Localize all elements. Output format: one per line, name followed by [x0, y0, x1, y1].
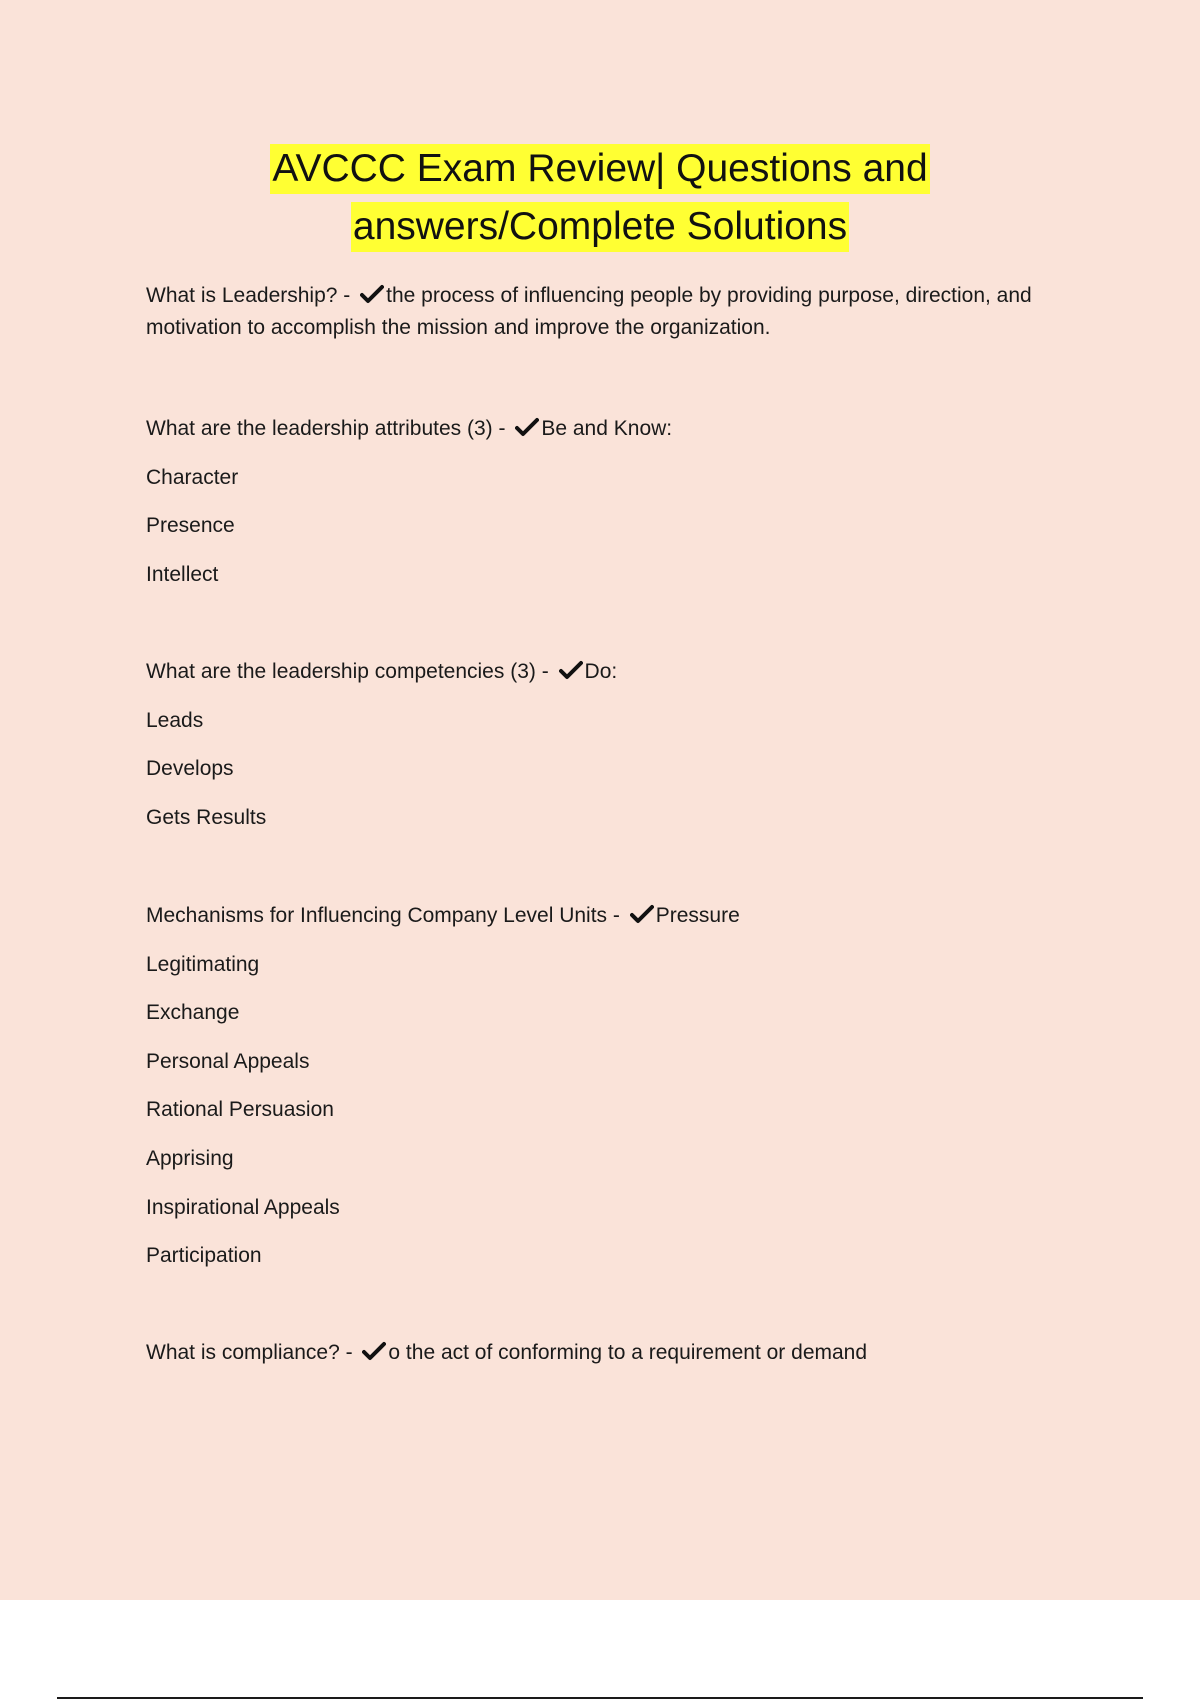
qa-entry-competencies: [146, 656, 1096, 850]
qa-entry-mechanisms: [146, 900, 1096, 1289]
checkmark-icon: [362, 1341, 386, 1361]
list-item: Rational Persuasion: [146, 1098, 334, 1122]
list-item: Leads: [146, 708, 204, 732]
checkmark-icon: [559, 660, 583, 680]
question-text: What are the leadership competencies (3) -: [146, 660, 549, 683]
list-item: Inspirational Appeals: [146, 1195, 340, 1219]
qa-entry-attributes: [146, 413, 1096, 607]
list-item: Character: [146, 465, 239, 489]
question-text: What are the leadership attributes (3) -: [146, 417, 506, 440]
question-text: Mechanisms for Influencing Company Level Units -: [146, 904, 620, 927]
checkmark-icon: [630, 904, 654, 924]
list-item: Gets Results: [146, 805, 267, 829]
checkmark-icon: [360, 284, 384, 304]
document-title: [0, 144, 1200, 260]
answer-text: Do:: [584, 660, 618, 683]
qa-entry-compliance: [146, 1337, 1096, 1386]
answer-continued-text: motivation to accomplish the mission and improve the organization.: [146, 316, 771, 339]
list-item: Intellect: [146, 562, 219, 586]
footer-divider: [57, 1697, 1143, 1699]
list-item: Exchange: [146, 1001, 240, 1025]
list-item: Personal Appeals: [146, 1049, 310, 1073]
checkmark-icon: [515, 417, 539, 437]
list-item: Presence: [146, 514, 235, 538]
qa-entry-leadership: [146, 280, 1096, 344]
question-text: What is compliance? -: [146, 1341, 353, 1364]
answer-text: the process of influencing people by providing purpose, direction, and: [386, 284, 1032, 307]
title-line-1: AVCCC Exam Review| Questions and: [270, 144, 929, 194]
answer-text: o the act of conforming to a requirement or demand: [388, 1341, 868, 1364]
title-line-2: answers/Complete Solutions: [351, 202, 849, 252]
answer-text: Pressure: [655, 904, 740, 927]
list-item: Legitimating: [146, 952, 260, 976]
answer-text: Be and Know:: [541, 417, 673, 440]
list-item: Participation: [146, 1244, 262, 1268]
question-text: What is Leadership? -: [146, 284, 351, 307]
list-item: Develops: [146, 757, 234, 781]
list-item: Apprising: [146, 1146, 234, 1170]
